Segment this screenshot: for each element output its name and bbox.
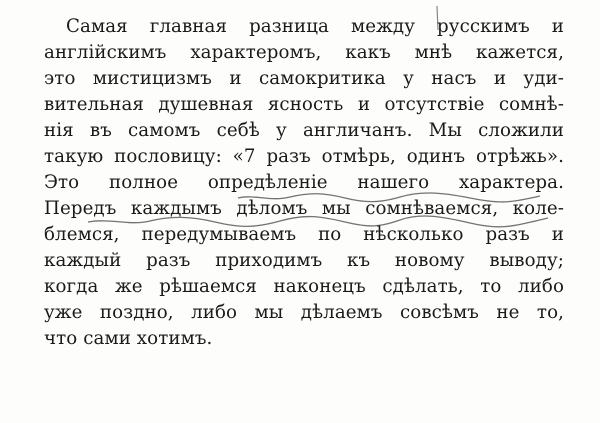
paragraph-line-4: вительная душевная ясность и отсутствіе сомнѣ- bbox=[44, 94, 564, 115]
paragraph-line-3: это мистицизмъ и самокритика у насъ и уди- bbox=[44, 68, 564, 89]
paragraph-line-10: каждый разъ приходимъ къ новому выводу; bbox=[44, 250, 564, 271]
paragraph-line-7: Это полное опредѣленіе нашего характера. bbox=[44, 172, 564, 193]
paragraph-line-6: такую пословицу: «7 разъ отмѣрь, одинъ отрѣжь». bbox=[44, 146, 564, 167]
paragraph-line-5: нія въ самомъ себѣ у англичанъ. Мы сложили bbox=[44, 120, 564, 141]
paragraph-line-12: уже поздно, либо мы дѣлаемъ совсѣмъ не то, bbox=[44, 302, 564, 323]
paragraph-line-8: Передъ каждымъ дѣломъ мы сомнѣваемся, коле- bbox=[44, 198, 564, 219]
paragraph-line-2: англійскимъ характеромъ, какъ мнѣ кажется, bbox=[44, 42, 564, 63]
paragraph-line-1: Самая главная разница между русскимъ и bbox=[66, 16, 564, 37]
paragraph-line-13: что сами хотимъ. bbox=[44, 328, 213, 349]
body-paragraph bbox=[44, 14, 564, 352]
paragraph-line-11: когда же рѣшаемся наконецъ сдѣлать, то либо bbox=[44, 276, 564, 297]
paragraph-line-9: блемся, передумываемъ по нѣсколько разъ и bbox=[44, 224, 564, 245]
